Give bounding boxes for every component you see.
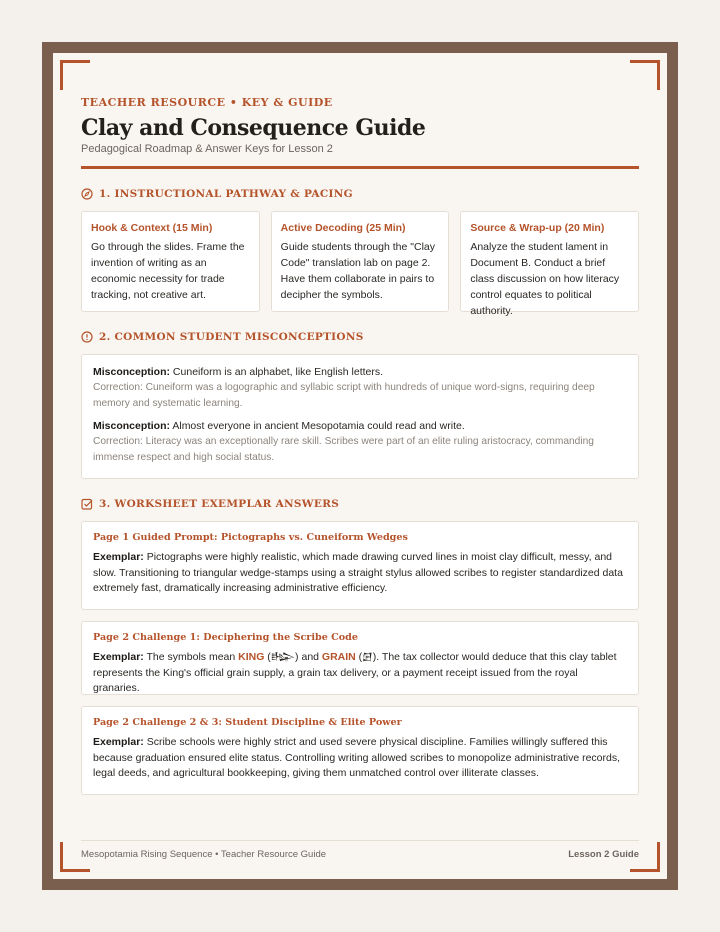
exemplar-title: Page 1 Guided Prompt: Pictographs vs. Cuneiform Wedges — [93, 532, 408, 543]
alert-circle-icon — [81, 331, 93, 343]
card-body: Go through the slides. Frame the invention of writing as an economic necessity for trade tracking, not creative art. — [91, 241, 245, 301]
misconception-label: Misconception: — [93, 366, 171, 378]
misconception-text: Almost everyone in ancient Mesopotamia could read and write. — [170, 420, 465, 432]
checkbox-icon — [81, 498, 93, 510]
card-title: Source & Wrap-up (20 Min) — [470, 222, 605, 234]
misconception-correction: Correction: Literacy was an exceptionally rare skill. Scribes were part of an elite ruling aristocracy, commanding immense respect and high social status. — [93, 436, 594, 463]
misconception-label: Misconception: — [93, 420, 171, 432]
section-heading-label: 1. INSTRUCTIONAL PATHWAY & PACING — [99, 188, 353, 200]
exemplar-title: Page 2 Challenge 2 & 3: Student Discipline & Elite Power — [93, 717, 402, 728]
document-page — [53, 53, 667, 879]
exemplar-text: Pictographs were highly realistic, which made drawing curved lines in moist clay difficult, messy, and slow. Transitioning to triangular wedge-stamps using a straight stylus allowed scribes to register standardized data extremely fast, dramatically increasing administrative efficiency. — [93, 551, 623, 594]
grain-term: GRAIN — [321, 651, 356, 663]
page-title: Clay and Consequence Guide — [81, 115, 426, 141]
section-exemplars-heading — [81, 496, 639, 512]
grain-glyph-text: (𒌆). The tax collector would deduce that this clay tablet represents the King's official grain supply, a grain tax delivery, or a payment receipt issued from the royal granaries. — [93, 651, 617, 694]
exemplar-label: Exemplar: — [93, 651, 144, 663]
page-footer — [81, 840, 639, 860]
exemplar-answer — [93, 735, 627, 782]
card-body: Analyze the student lament in Document B. Conduct a brief class discussion on how literacy control equates to political authority. — [470, 241, 620, 317]
section-heading-label: 2. COMMON STUDENT MISCONCEPTIONS — [99, 331, 364, 343]
pacing-card-hook — [81, 211, 260, 312]
card-body: Guide students through the "Clay Code" translation lab on page 2. Have them collaborate in pairs to decipher the symbols. — [280, 241, 435, 301]
misconception-text: Cuneiform is an alphabet, like English letters. — [170, 366, 384, 378]
king-glyph-text: (𒈗) and — [264, 651, 322, 663]
section-pathway-heading — [81, 186, 639, 202]
king-term: KING — [238, 651, 265, 663]
exemplar-title: Page 2 Challenge 1: Deciphering the Scribe Code — [93, 632, 358, 643]
compass-icon — [81, 188, 93, 200]
exemplar-text: The symbols mean — [143, 651, 239, 663]
page-subtitle: Pedagogical Roadmap & Answer Keys for Lesson 2 — [81, 143, 333, 155]
card-title: Hook & Context (15 Min) — [91, 222, 213, 234]
exemplar-label: Exemplar: — [93, 551, 144, 563]
exemplar-answer — [93, 550, 627, 597]
misconceptions-box — [81, 354, 639, 479]
corner-ornament-top-right — [630, 60, 660, 90]
misconception-item — [93, 419, 627, 466]
pacing-card-wrapup — [460, 211, 639, 317]
corner-ornament-top-left — [60, 60, 90, 90]
eyebrow-label: TEACHER RESOURCE • KEY & GUIDE — [81, 96, 333, 109]
exemplar-answer — [93, 650, 627, 697]
card-title: Active Decoding (25 Min) — [280, 222, 406, 234]
misconception-statement — [93, 365, 627, 380]
exemplar-card — [81, 621, 639, 695]
header-divider — [81, 166, 639, 169]
document-content — [81, 96, 639, 795]
exemplar-label: Exemplar: — [93, 736, 144, 748]
misconception-statement — [93, 419, 627, 434]
page-frame — [42, 42, 678, 890]
exemplar-card — [81, 706, 639, 795]
section-misconceptions-heading — [81, 329, 639, 345]
misconception-item — [93, 365, 627, 412]
misconception-correction: Correction: Cuneiform was a logographic and syllabic script with hundreds of unique word-signs, requiring deep memory and systematic learning. — [93, 382, 595, 409]
pacing-cards — [81, 211, 639, 317]
exemplar-text: Scribe schools were highly strict and used severe physical discipline. Families willingly suffered this because graduation ensured elite status. Controlling writing allowed scribes to monopolize administrative records, legal deeds, and agricultural bookkeeping, giving them unmatched control over illiterate classes. — [93, 736, 621, 779]
footer-right-text: Lesson 2 Guide — [568, 849, 639, 860]
footer-left-text: Mesopotamia Rising Sequence • Teacher Resource Guide — [81, 849, 327, 860]
pacing-card-decoding — [271, 211, 450, 312]
section-heading-label: 3. WORKSHEET EXEMPLAR ANSWERS — [99, 498, 340, 510]
exemplar-list — [81, 521, 639, 795]
exemplar-card — [81, 521, 639, 610]
